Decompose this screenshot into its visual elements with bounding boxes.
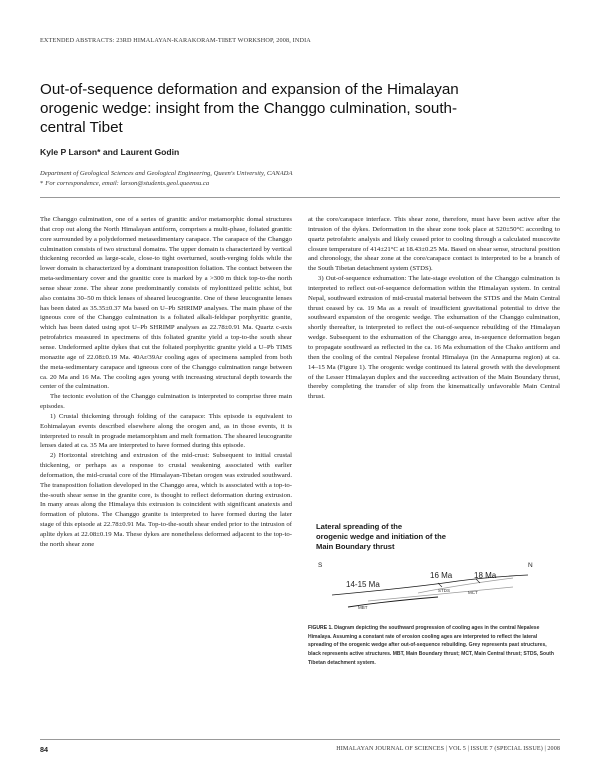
correspondence-line bbox=[40, 179, 292, 189]
caption-lead: FIGURE 1. bbox=[308, 625, 333, 631]
figure-1-diagram bbox=[308, 515, 560, 623]
figure-title-line-3: Main Boundary thrust bbox=[316, 542, 395, 551]
journal-footer: HIMALAYAN JOURNAL OF SCIENCES | VOL 5 | ISSUE 7 (SPECIAL ISSUE) | 2008 bbox=[336, 746, 560, 752]
paragraph: The Changgo culmination, one of a series of granitic and/or metamorphic domal structures that crop out along the North Himalayan antiform, comprises a multi-phase, foliated granitic core surrounded by a polydeformed metasedimentary carapace. The carapace of the Changgo culmination consists of two structural domains. The upper domain is characterized by vertical thickening recorded as large-scale, close-to tight overturned, south-verging folds while the lower domain is characterized by a dominant transposition foliation. The contact between the meta-sedimentary cover and the granitic core is marked by a >300 m thick top-to-the north sense shear zone. The shear zone predominantly consists of mylonitized pelitic schist, but also contains 30–50 m thick lenses of sheared leucogranite. One of these leucogranite lenses has been dated as 35.35±0.37 Ma based on U–Pb SHRIMP analyses. The main phase of the igneous core of the Changgo culmination is a foliated alkali-feldspar porphyritic granite, which has been dated using spot U–Pb SHRIMP analyses as 22.78±0.91 Ma. Quartz c-axis petrofabrics measured in specimens of this foliated granite yield a top-to-the south shear sense. Undeformed aplite dykes that cut the foliated porphyritic granite yield a U–Pb TIMS monazite age of 22.08±0.19 Ma. 40Ar/39Ar cooling ages of specimens sampled from both the meta-sedimentary carapace and igneous core of the Changgo culmination range between ca. 20 Ma and 16 Ma. The cooling ages young with increasing structural depth towards the center of the culmination. bbox=[40, 216, 292, 391]
paragraph: at the core/carapace interface. This shear zone, therefore, must have been active after the intrusion of the dykes. Deformation in the shear zone took place at 520±50°C according to quartz petrofabric analysis and likely ceased prior to cooling through a calculated muscovite closure temperature of 414±21°C at 18.43±0.25 Ma. Based on shear sense, structural position and chronology, the shear zone at the core/carapace contact is interpreted to be a branch of the South Tibetan detachment system (STDS). bbox=[308, 216, 560, 273]
page-number: 84 bbox=[40, 745, 48, 754]
age-label-16-ma: 16 Ma bbox=[430, 571, 453, 580]
authors: Kyle P Larson* and Laurent Godin bbox=[40, 147, 180, 157]
correspondence-email: For correspondence, email: larson@students.geol.queensu.ca bbox=[45, 180, 210, 187]
south-label: S bbox=[318, 562, 323, 569]
figure-caption bbox=[308, 624, 560, 668]
paragraph: 2) Horizontal stretching and extrusion of the mid-crust: Subsequent to initial crustal thickening, or perhaps as a response to crustal weakening associated with earlier deformation, the mid-crustal core of the Himalayan-Tibetan orogen was extruded southward. The transposition foliation developed in the Changgo area, which is associated with a top-to-the-south shear sense in the granite core, is thought to reflect deformation during extrusion. In many areas along the Himalaya this extrusion is coincident with significant anatexis and formation of plutons. The Changgo granite is interpreted to have formed during the later stage of this episode at 22.78±0.91 Ma. Top-to-the-south shear ended prior to the intrusion of aplite dykes at 22.08±0.19 Ma. These dykes are nonetheless deformed adjacent to the top-to-the north shear zone bbox=[40, 452, 292, 548]
article-title: Out-of-sequence deformation and expansion of the Himalayan orogenic wedge: insight from the Changgo culmination, south-central Tibet bbox=[40, 81, 459, 136]
running-header: EXTENDED ABSTRACTS: 23RD HIMALAYAN-KARAKORAM-TIBET WORKSHOP, 2008, INDIA bbox=[40, 37, 311, 44]
correspondence-mark: * bbox=[40, 180, 44, 187]
paragraph: 1) Crustal thickening through folding of the carapace: This episode is equivalent to Eohimalayan events described elsewhere along the orogen and, as in those events, it is interpreted to result in prograde metamorphism and melt formation. The sheared leucogranite lenses dated at ca. 35 Ma are interpreted to have formed during this episode. bbox=[40, 412, 292, 450]
stds-label: STDS bbox=[438, 588, 451, 593]
body-right-column bbox=[308, 215, 560, 460]
affiliation: Department of Geological Sciences and Geological Engineering, Queen's University, CANADA bbox=[40, 170, 293, 177]
footer-rule bbox=[40, 739, 560, 740]
figure-title-line-1: Lateral spreading of the bbox=[316, 522, 403, 531]
figure-title-line-2: orogenic wedge and initiation of the bbox=[316, 532, 446, 541]
affiliation-block bbox=[40, 169, 292, 189]
mbt-label: MBT bbox=[358, 605, 368, 610]
figure-1 bbox=[308, 515, 560, 623]
caption-text: Diagram depicting the southward progression of cooling ages in the central Nepalese Himalaya. Assuming a constant rate of erosion cooling ages are interpreted to reflect the lateral spreading of the orogenic wedge after out-of-sequence rebuilding. Grey represents past structures, black represents active structures. MBT, Main Boundary thrust; MCT, Main Central thrust; STDS, South Tibetan detachment system. bbox=[308, 625, 554, 666]
header-rule bbox=[40, 197, 560, 198]
mct-label: MCT bbox=[468, 590, 478, 595]
body-left-column bbox=[40, 215, 292, 740]
age-label-14-15-ma: 14-15 Ma bbox=[346, 580, 380, 589]
paragraph: 3) Out-of-sequence exhumation: The late-stage evolution of the Changgo culmination is interpreted to reflect out-of-sequence deformation within the Himalayan system. In central Nepal, southward extrusion of mid-crustal material between the STDS and the Main Central thrust ceased by ca. 19 Ma as a result of insufficient gravitational potential to drive the southward expansion of the orogenic wedge. The exhumation of the Changgo culmination, shortly thereafter, is interpreted to reflect the out-of-sequence rebuilding of the Himalayan wedge. Subsequent to the exhumation of the Changgo area, in-sequence deformation began to propagate southward as reflected in the ca. 16 Ma exhumation of the Chako antiform and then the cooling of the central Nepalese frontal Himalaya (in the Annapurna region) at ca. 14–15 Ma (Figure 1). The orogenic wedge continued its lateral growth with the development of the Lesser Himalayan duplex and the succeeding activation of the Main Boundary thrust, thereby completing the transfer of slip from the kinematically unfavorable Main Central thrust. bbox=[308, 275, 560, 401]
paragraph: The tectonic evolution of the Changgo culmination is interpreted to comprise three main episodes. bbox=[40, 393, 292, 411]
north-label: N bbox=[528, 562, 533, 569]
age-label-18-ma: 18 Ma bbox=[474, 571, 497, 580]
